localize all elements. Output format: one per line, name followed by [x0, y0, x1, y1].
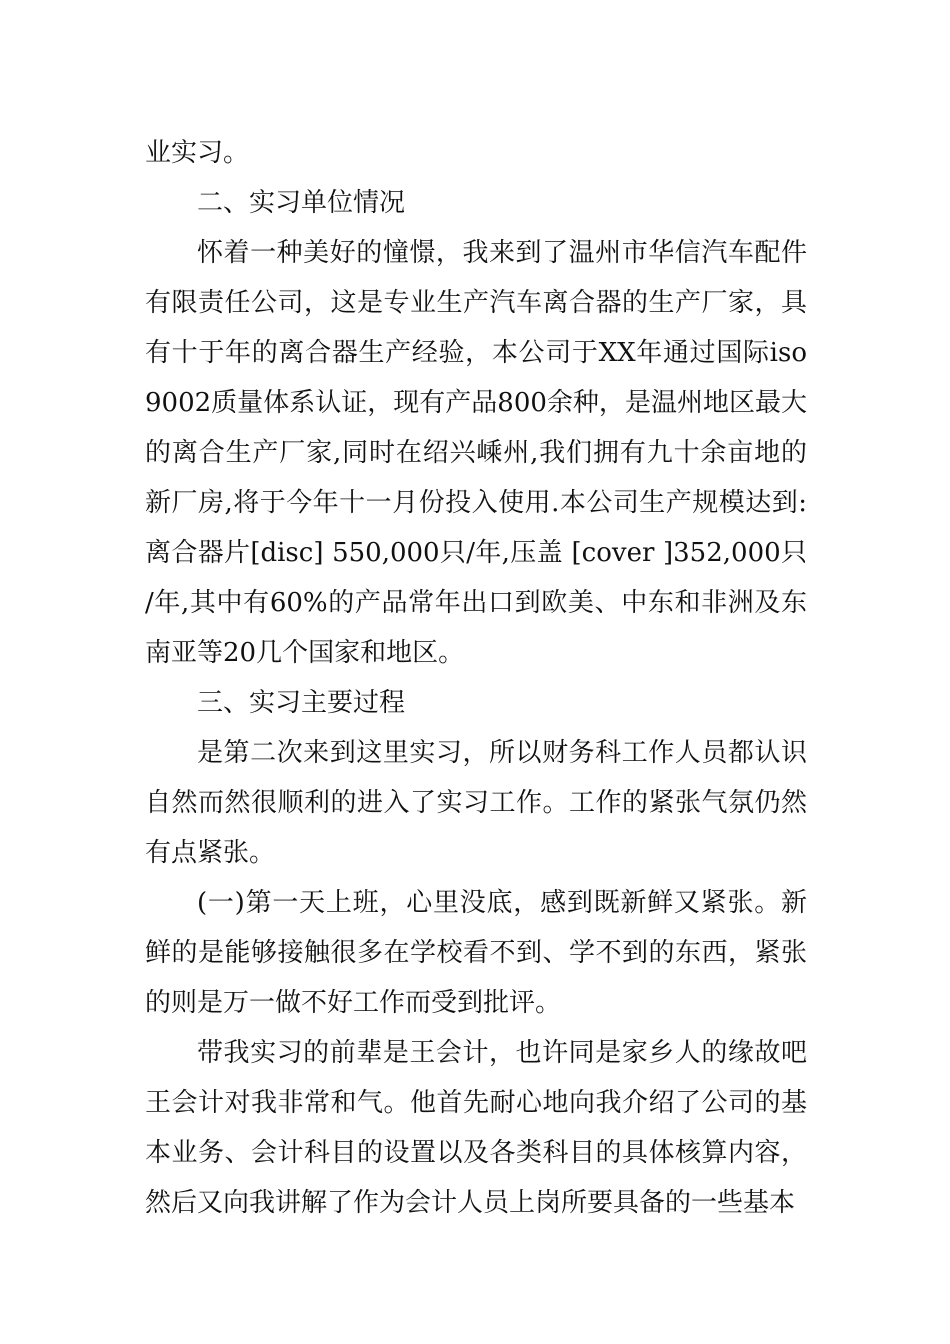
- paragraph-mentor: 带我实习的前辈是王会计，也许同是家乡人的缘故吧王会计对我非常和气。他首先耐心地向我介绍了公司的基本业务、会计科目的设置以及各类科目的具体核算内容，然后又向我讲解了作为会计人员上岗所要具备的一些基本: [145, 1038, 807, 1218]
- section-heading-3: 三、实习主要过程: [197, 688, 406, 718]
- paragraph-first-day: (一)第一天上班，心里没底，感到既新鲜又紧张。新鲜的是能够接触很多在学校看不到、学不到的东西，紧张的则是万一做不好工作而受到批评。: [145, 888, 807, 1018]
- paragraph-company-intro: 怀着一种美好的憧憬，我来到了温州市华信汽车配件有限责任公司，这是专业生产汽车离合器的生产厂家，具有十于年的离合器生产经验，本公司于XX年通过国际iso9002质量体系认证，现有产品800余种，是温州地区最大的离合生产厂家,同时在绍兴嵊州,我们拥有九十余亩地的新厂房,将于今年十一月份投入使用.本公司生产规模达到:离合器片[disc] 550,000只/年,压盖 [cover ]352,000只 /年,其中有60%的产品常年出口到欧美、中东和非洲及东南亚等20几个国家和地区。: [145, 238, 807, 668]
- paragraph-second-internship: 是第二次来到这里实习，所以财务科工作人员都认识自然而然很顺利的进入了实习工作。工作的紧张气氛仍然有点紧张。: [145, 738, 807, 868]
- paragraph-continuation: 业实习。: [145, 138, 250, 168]
- section-heading-2: 二、实习单位情况: [197, 188, 406, 218]
- document-page: [145, 128, 807, 1228]
